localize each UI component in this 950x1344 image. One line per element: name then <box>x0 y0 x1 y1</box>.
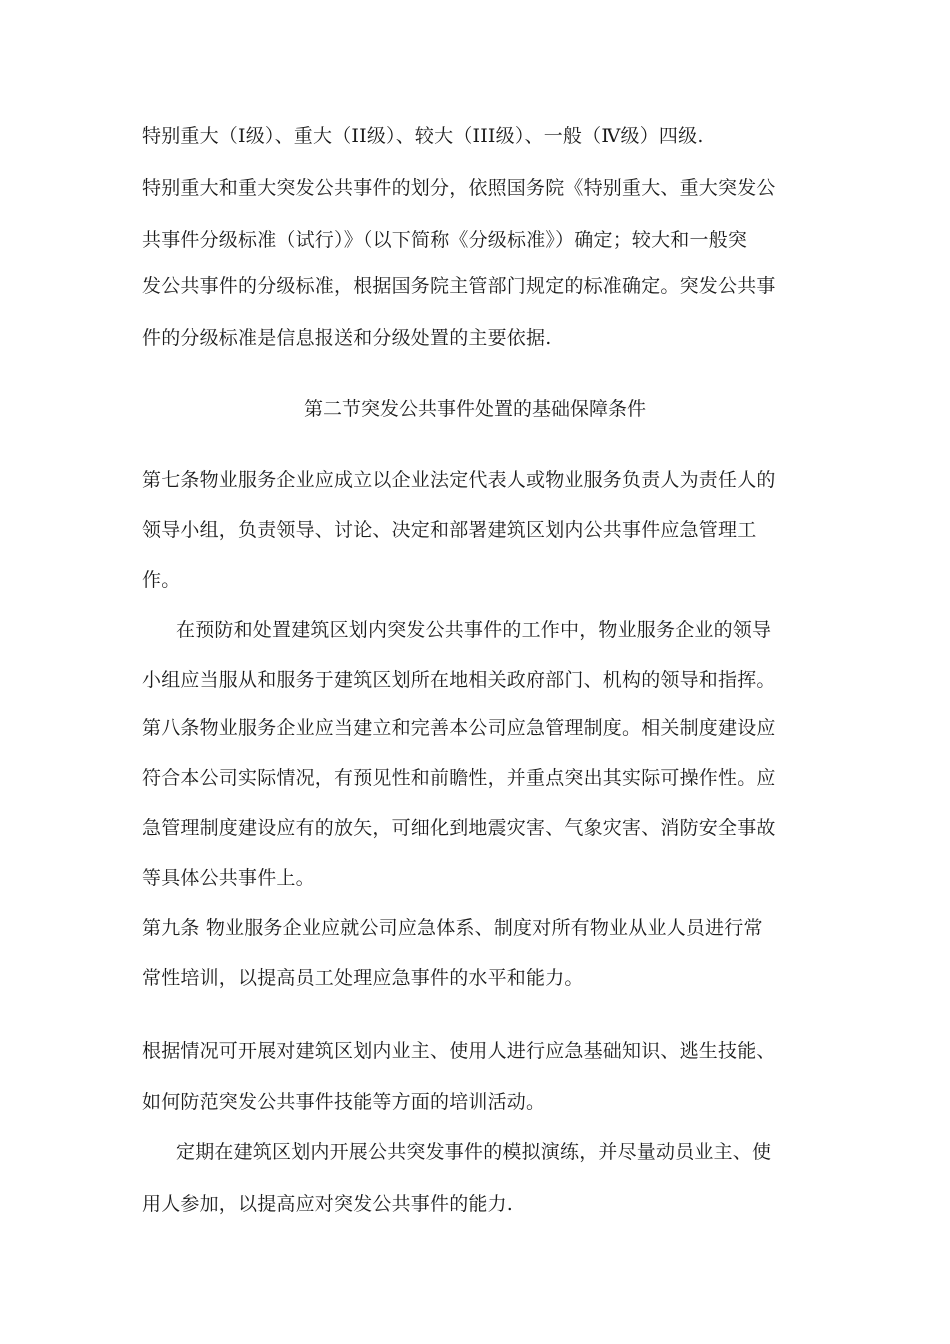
article-8-line: 等具体公共事件上。 <box>142 867 315 889</box>
article-9-line: 第九条 物业服务企业应就公司应急体系、制度对所有物业从业人员进行常 <box>142 917 763 939</box>
paragraph-line: 根据情况可开展对建筑区划内业主、使用人进行应急基础知识、逃生技能、 <box>142 1040 776 1062</box>
article-8-line: 第八条物业服务企业应当建立和完善本公司应急管理制度。相关制度建设应 <box>142 717 776 739</box>
article-7-line: 作。 <box>142 569 181 591</box>
text-line: 发公共事件的分级标准，根据国务院主管部门规定的标准确定。突发公共事 <box>142 275 776 297</box>
article-8-line: 急管理制度建设应有的放矢，可细化到地震灾害、气象灾害、消防安全事故 <box>142 817 776 839</box>
text-line: 特别重大和重大突发公共事件的划分，依照国务院《特别重大、重大突发公 <box>142 177 776 199</box>
article-7-line: 第七条物业服务企业应成立以企业法定代表人或物业服务负责人为责任人的 <box>142 469 776 491</box>
section-heading: 第二节突发公共事件处置的基础保障条件 <box>303 398 646 420</box>
paragraph-line: 小组应当服从和服务于建筑区划所在地相关政府部门、机构的领导和指挥。 <box>142 669 776 691</box>
paragraph-line: 定期在建筑区划内开展公共突发事件的模拟演练，并尽量动员业主、使 <box>176 1141 772 1163</box>
article-8-line: 符合本公司实际情况，有预见性和前瞻性，并重点突出其实际可操作性。应 <box>142 767 776 789</box>
paragraph-line: 如何防范突发公共事件技能等方面的培训活动。 <box>142 1091 546 1113</box>
paragraph-line: 用人参加，以提高应对突发公共事件的能力. <box>142 1193 514 1215</box>
article-7-line: 领导小组，负责领导、讨论、决定和部署建筑区划内公共事件应急管理工 <box>142 519 757 541</box>
text-line: 共事件分级标准（试行）》（以下简称《分级标准》）确定；较大和一般突 <box>142 229 748 251</box>
paragraph-line: 在预防和处置建筑区划内突发公共事件的工作中，物业服务企业的领导 <box>176 619 772 641</box>
article-9-line: 常性培训，以提高员工处理应急事件的水平和能力。 <box>142 967 584 989</box>
text-line: 件的分级标准是信息报送和分级处置的主要依据. <box>142 327 552 349</box>
text-line: 特别重大（Ⅰ级）、重大（ⅠⅠ级）、较大（ⅠⅠⅠ级）、一般（Ⅳ级）四级. <box>142 125 704 147</box>
